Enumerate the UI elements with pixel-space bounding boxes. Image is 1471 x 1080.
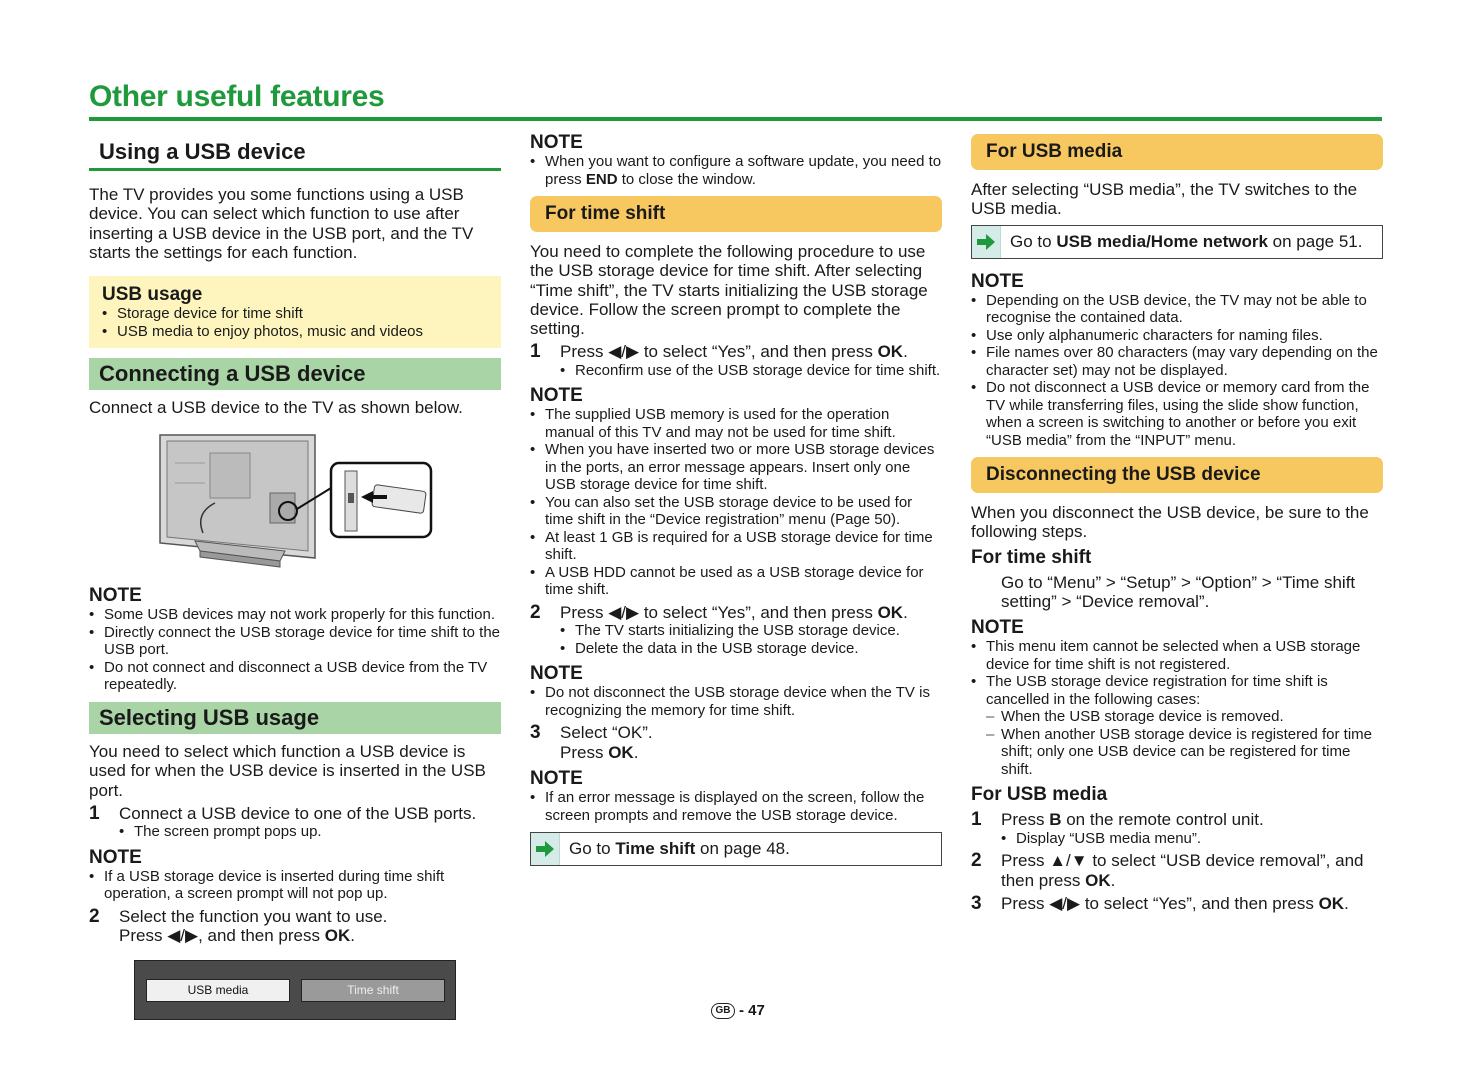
heading-disconnecting-usb: Disconnecting the USB device: [971, 457, 1383, 493]
step-text: Select the function you want to use.: [119, 906, 388, 926]
heading-connecting-usb: Connecting a USB device: [89, 358, 501, 390]
list-item: • Directly connect the USB storage device for time shift to the USB port.: [89, 624, 501, 659]
list-item: • File names over 80 characters (may vary depending on the character set) may not be displayed.: [971, 344, 1383, 379]
list-item: • This menu item cannot be selected when a USB storage device for time shift is not registered.: [971, 638, 1383, 673]
step-2: [971, 851, 1383, 890]
step-2: [530, 603, 942, 658]
step-text-press: Press ◀/▶, and then press OK.: [119, 926, 355, 946]
usb-usage-list: [102, 305, 488, 340]
goto-text: Go to Time shift on page 48.: [569, 839, 790, 859]
list-item: • At least 1 GB is required for a USB storage device for time shift.: [530, 529, 942, 564]
disconnect-text: When you disconnect the USB device, be sure to the following steps.: [971, 503, 1369, 542]
usb-intro-text: The TV provides you some functions using a USB device. You can select which function to use after inserting a USB device in the USB port, and the TV starts the settings for each function.: [89, 185, 474, 262]
note-title: NOTE: [530, 132, 583, 153]
list-item: • USB media to enjoy photos, music and videos: [102, 323, 488, 341]
column-right: [971, 132, 1383, 914]
goto-text: Go to USB media/Home network on page 51.: [1010, 231, 1363, 251]
step-text: Press ◀/▶ to select “Yes”, and then press OK.: [1001, 894, 1349, 914]
step-number: 1: [971, 809, 982, 831]
note-list: [971, 638, 1383, 708]
note-title: NOTE: [971, 617, 1024, 639]
left-right-keys-icon: ◀/▶: [167, 926, 199, 946]
right-arrow-icon: [972, 226, 1001, 258]
page-title: Other useful features: [89, 80, 385, 113]
list-item: • Depending on the USB device, the TV may not be able to recognise the contained data.: [971, 292, 1383, 327]
page-footer: [711, 1002, 765, 1019]
step-text: Press ▲/▼ to select “USB device removal”, and then press OK.: [1001, 851, 1364, 890]
subhead-usb-media: For USB media: [971, 784, 1108, 806]
note-list: [530, 153, 942, 188]
list-item: • Some USB devices may not work properly for this function.: [89, 606, 501, 624]
step-number: 1: [89, 802, 100, 824]
left-right-keys-icon: ◀/▶: [608, 342, 640, 362]
usb-usage-title: USB usage: [102, 284, 203, 306]
time-shift-text: You need to complete the following procedure to use the USB storage device for time shift. After selecting “Time shift”, the TV starts initializing the USB storage device. Follow the screen prompt to complete the setting.: [530, 242, 928, 339]
step-number: 3: [971, 893, 982, 915]
list-item: • The USB storage device registration for time shift is cancelled in the following cases:: [971, 673, 1383, 708]
heading-using-usb: Using a USB device: [89, 138, 501, 171]
list-item: • Use only alphanumeric characters for naming files.: [971, 327, 1383, 345]
list-item: • When you want to configure a software update, you need to press END to close the window.: [530, 153, 942, 188]
note-title: NOTE: [530, 663, 583, 685]
column-middle: [530, 132, 942, 866]
note-list: [89, 868, 501, 903]
column-left: [89, 132, 501, 1020]
step-3: [530, 723, 942, 762]
note-title: NOTE: [971, 270, 1024, 292]
note-dash-list: [971, 708, 1383, 778]
goto-usb-media-link[interactable]: [971, 225, 1383, 259]
step-3: [971, 894, 1383, 914]
step-text: Press ◀/▶ to select “Yes”, and then press OK.: [560, 342, 908, 362]
step-number: 1: [530, 341, 541, 363]
note-list: [530, 789, 942, 824]
list-item: • A USB HDD cannot be used as a USB storage device for time shift.: [530, 564, 942, 599]
list-item: • When you have inserted two or more USB storage devices in the ports, an error message appears. Insert only one USB storage device for time shift.: [530, 441, 942, 494]
right-arrow-icon: [531, 833, 560, 865]
step-1: [971, 810, 1383, 847]
list-item: • You can also set the USB storage device to be used for time shift in the “Device registration” menu (Page 50).: [530, 494, 942, 529]
heading-for-time-shift: For time shift: [530, 196, 942, 232]
left-right-keys-icon: ◀/▶: [608, 602, 640, 622]
time-shift-removal-text: Go to “Menu” > “Setup” > “Option” > “Time shift setting” > “Device removal”.: [1001, 572, 1356, 611]
usb-usage-screen-prompt: [134, 960, 456, 1020]
goto-time-shift-link[interactable]: [530, 832, 942, 866]
heading-selecting-usb: Selecting USB usage: [89, 702, 501, 734]
step-number: 2: [89, 905, 100, 927]
step-1: [89, 804, 501, 841]
step-text: Press ◀/▶ to select “Yes”, and then press OK.: [560, 602, 908, 622]
list-item: • Storage device for time shift: [102, 305, 488, 323]
note-title: NOTE: [89, 585, 142, 607]
list-item: • The screen prompt pops up.: [119, 823, 501, 841]
up-down-keys-icon: ▲/▼: [1049, 851, 1088, 871]
list-item: – When another USB storage device is registered for time shift; only one USB device can be registered for time shift.: [971, 726, 1383, 779]
ok-key: OK: [324, 926, 351, 946]
list-item: • The supplied USB memory is used for the operation manual of this TV and may not be used for time shift.: [530, 406, 942, 441]
list-item: • Display “USB media menu”.: [1001, 830, 1383, 848]
note-list: [971, 292, 1383, 450]
step-1: [530, 342, 942, 379]
list-item: • The TV starts initializing the USB storage device.: [560, 622, 942, 640]
usb-usage-box: [89, 276, 501, 348]
usb-media-text: After selecting “USB media”, the TV switches to the USB media.: [971, 180, 1358, 219]
left-right-keys-icon: ◀/▶: [1049, 894, 1081, 914]
note-title: NOTE: [89, 846, 142, 868]
list-item: • Do not connect and disconnect a USB device from the TV repeatedly.: [89, 659, 501, 694]
list-item: • Delete the data in the USB storage device.: [560, 640, 942, 658]
step-number: 2: [971, 850, 982, 872]
list-item: • If a USB storage device is inserted during time shift operation, a screen prompt will not pop up.: [89, 868, 501, 903]
subhead-time-shift: For time shift: [971, 546, 1092, 568]
note-list: [89, 606, 501, 694]
list-item: • Reconfirm use of the USB storage device for time shift.: [560, 362, 942, 380]
gb-badge: GB: [711, 1003, 735, 1019]
step-text: Select “OK”.: [560, 723, 653, 743]
tv-usb-connection-illustration: [155, 433, 435, 573]
note-title: NOTE: [530, 385, 583, 407]
step-2: [89, 907, 501, 946]
note-list: [530, 406, 942, 599]
step-text: Press B on the remote control unit.: [1001, 810, 1264, 830]
page-number: - 47: [739, 1002, 765, 1019]
step-number: 2: [530, 601, 541, 623]
title-rule: [89, 117, 1382, 121]
list-item: • If an error message is displayed on the screen, follow the screen prompts and remove the USB storage device.: [530, 789, 942, 824]
note-list: [530, 684, 942, 719]
step-number: 3: [530, 722, 541, 744]
list-item: • Do not disconnect the USB storage device when the TV is recognizing the memory for time shift.: [530, 684, 942, 719]
time-shift-option[interactable]: Time shift: [301, 979, 445, 1002]
step-text-press: Press OK.: [560, 742, 639, 762]
list-item: • Do not disconnect a USB device or memory card from the TV while transferring files, using the slide show function, when a screen is switching to another or before you exit “USB media” from the “INPUT” menu.: [971, 379, 1383, 449]
step-text: Connect a USB device to one of the USB ports.: [119, 803, 477, 823]
connecting-text: Connect a USB device to the TV as shown below.: [89, 398, 463, 418]
usb-media-option[interactable]: USB media: [146, 979, 290, 1002]
heading-for-usb-media: For USB media: [971, 134, 1383, 170]
note-title: NOTE: [530, 768, 583, 790]
list-item: – When the USB storage device is removed.: [971, 708, 1383, 726]
selecting-text: You need to select which function a USB device is used for when the USB device is inserted in the USB port.: [89, 741, 486, 800]
